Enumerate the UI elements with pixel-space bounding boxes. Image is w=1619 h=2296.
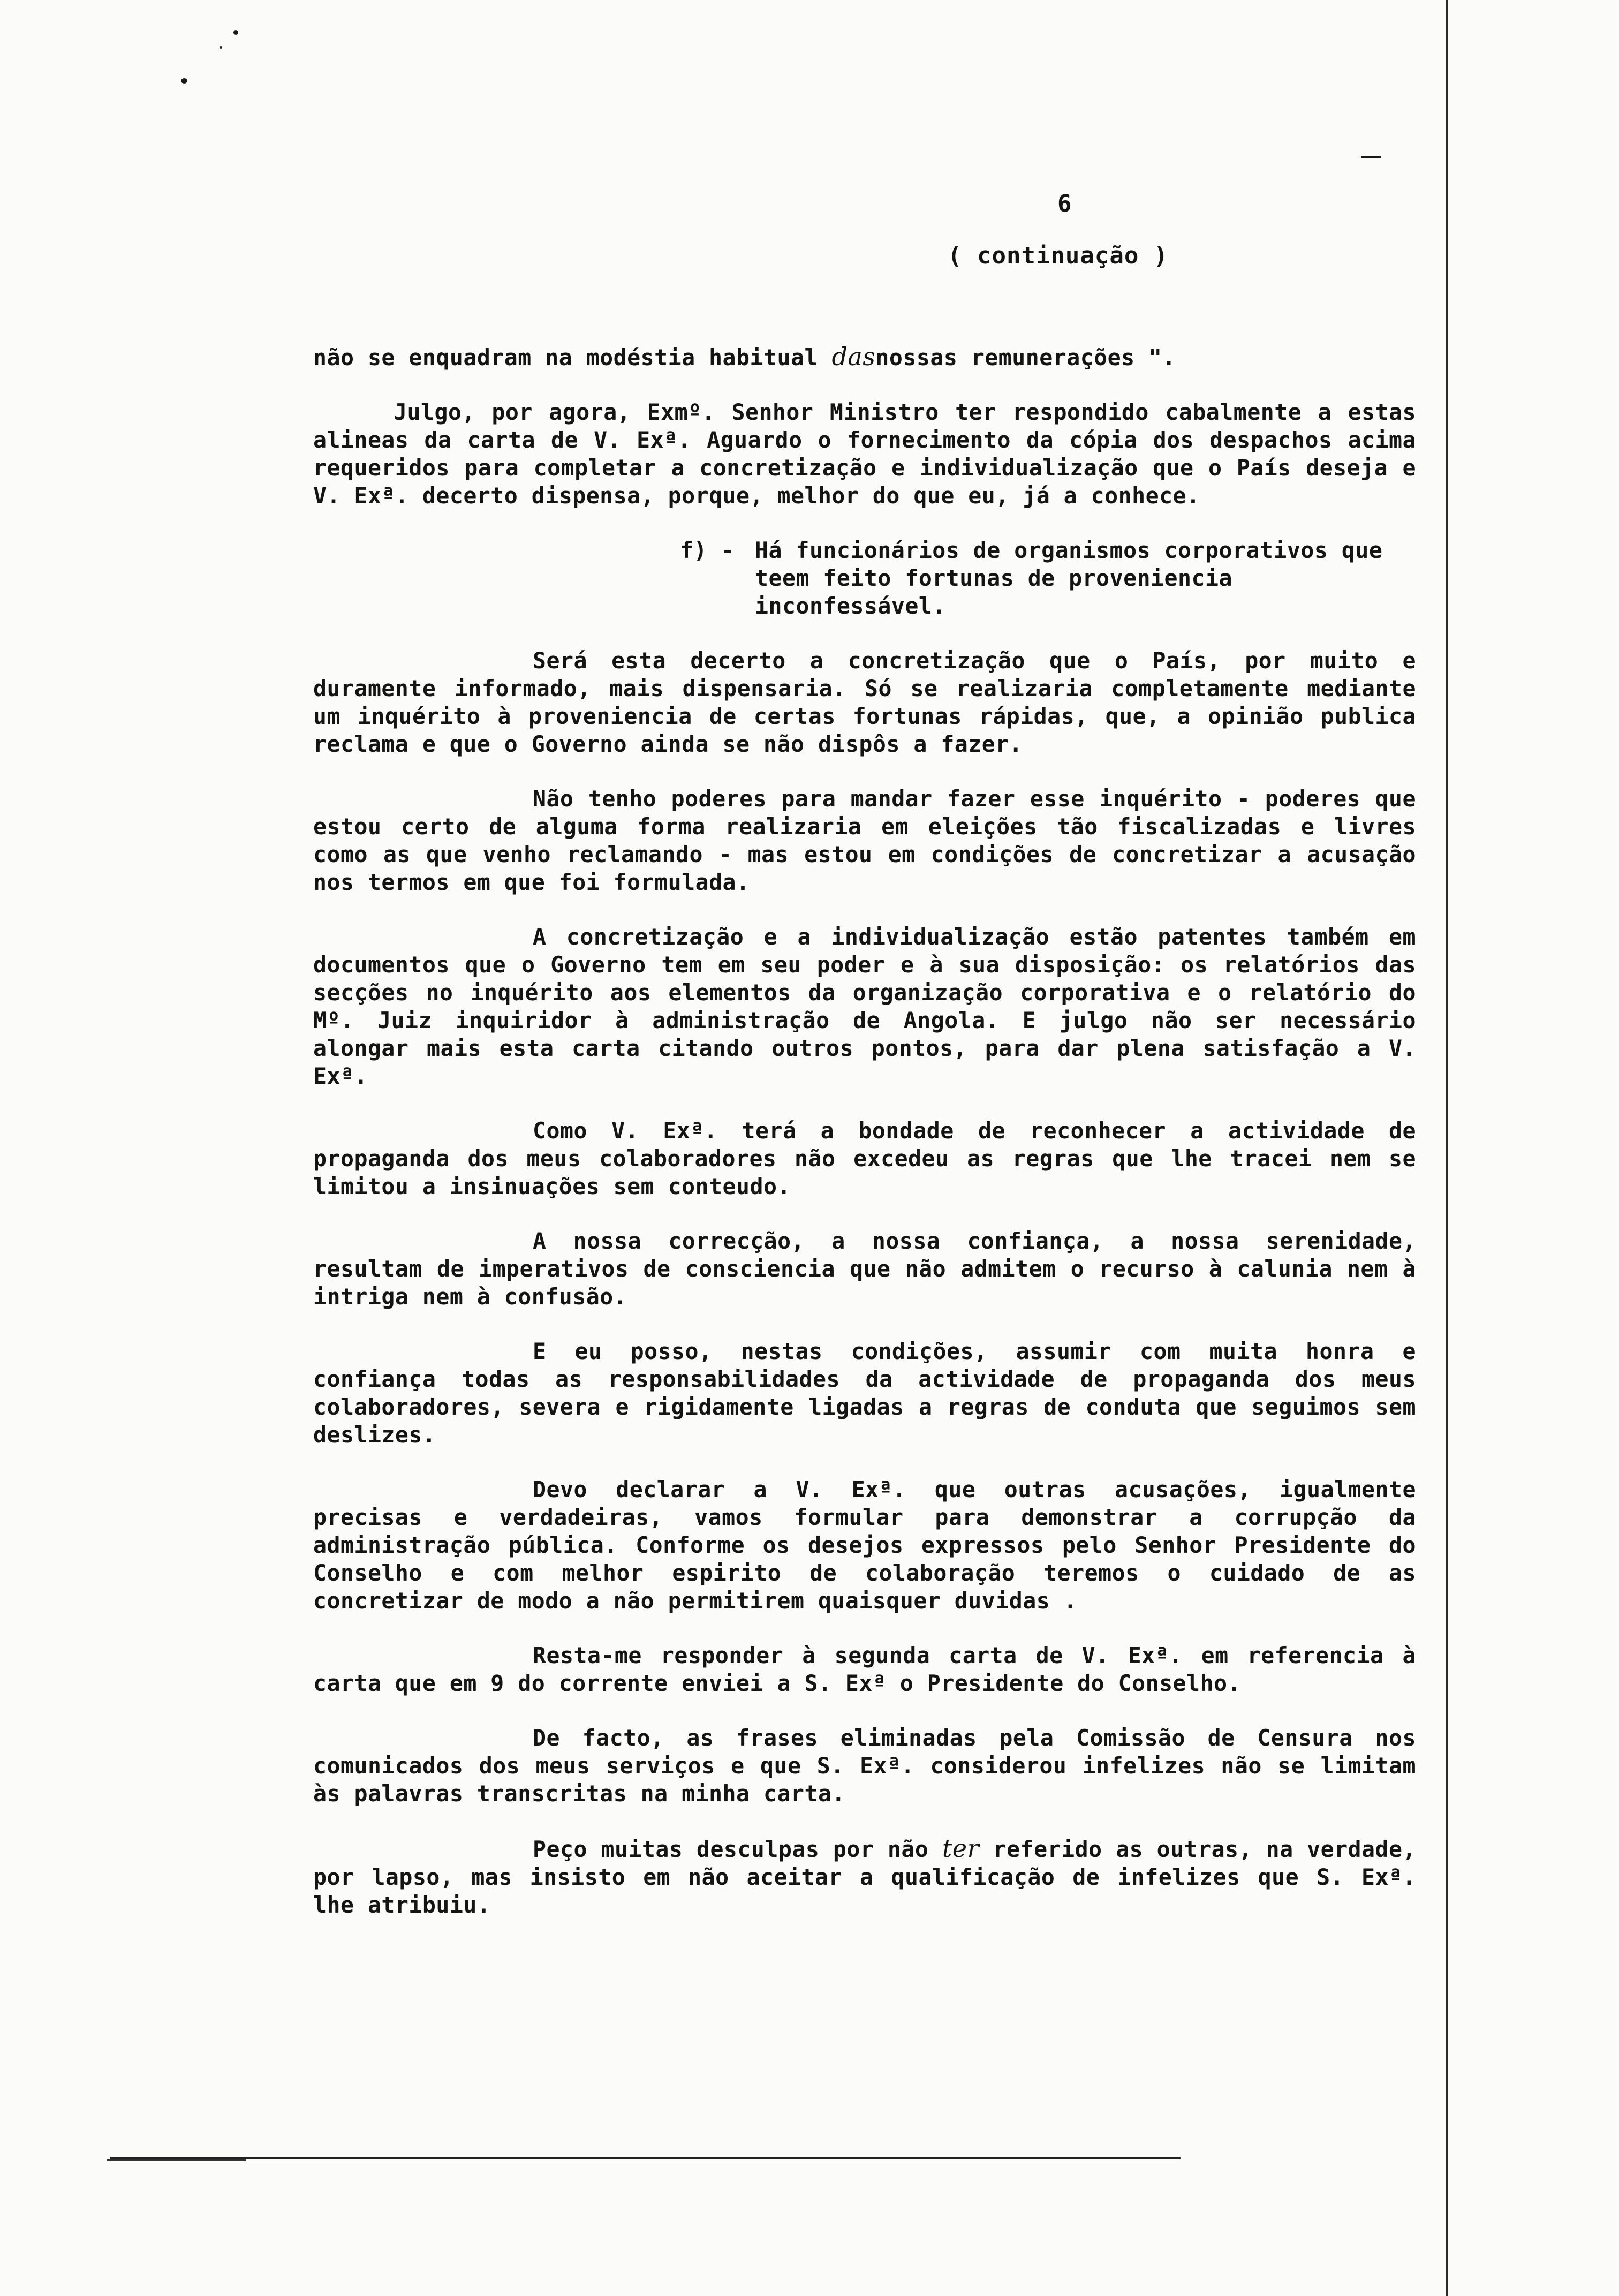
bottom-rule bbox=[110, 2157, 1181, 2159]
paragraph-text: Peço muitas desculpas por não bbox=[533, 1836, 942, 1862]
paragraph: E eu posso, nestas condições, assumir com muita honra e confiança todas as responsabilidades da actividade de propaganda dos meus colaboradores, severa e rigidamente ligadas a regras de conduta que seguimos sem deslizes. bbox=[313, 1338, 1416, 1448]
paragraph: Julgo, por agora, Exmº. Senhor Ministro ter respondido cabalmente a estas alineas da carta de V. Exª. Aguardo o fornecimento da cópia dos despachos acima requeridos para completar a concretização e individualização que o País deseja e V. Exª. decerto dispensa, porque, melhor do que eu, já a conhece. bbox=[313, 399, 1416, 509]
page-number: 6 bbox=[1057, 190, 1072, 217]
list-item-text: Há funcionários de organismos corporativos que teem feito fortunas de proveniencia inconfessável. bbox=[755, 537, 1383, 619]
paragraph: De facto, as frases eliminadas pela Comissão de Censura nos comunicados dos meus serviços e que S. Exª. considerou infelizes não se limitam às palavras transcritas na minha carta. bbox=[313, 1725, 1416, 1807]
paragraph-text: nossas remunerações ". bbox=[875, 344, 1176, 371]
paragraph: Será esta decerto a concretização que o País, por muito e duramente informado, mais dispensaria. Só se realizaria completamente mediante um inquérito à proveniencia de certas fortunas rápidas, que, a opinião publica reclama e que o Governo ainda se não dispôs a fazer. bbox=[313, 647, 1416, 757]
ink-speck bbox=[220, 46, 222, 49]
list-marker: f) - bbox=[680, 537, 735, 563]
paragraph-text: não se enquadram na modéstia habitual bbox=[313, 344, 832, 371]
paragraph: Devo declarar a V. Exª. que outras acusações, igualmente precisas e verdadeiras, vamos formular para demonstrar a corrupção da administração pública. Conforme os desejos expressos pelo Senhor Presidente do Conselho e com melhor espirito de colaboração teremos o cuidado de as concretizar de modo a não permitirem quaisquer duvidas . bbox=[313, 1476, 1416, 1614]
page-edge-line bbox=[1446, 0, 1448, 2296]
list-item-f bbox=[313, 537, 1416, 620]
paragraph-final bbox=[313, 1834, 1416, 1919]
letter-body bbox=[313, 343, 1416, 1946]
ink-speck bbox=[1361, 156, 1381, 158]
paragraph-text: referido as outras, na verdade, por lapso, mas insisto em não aceitar a qualificação de infelizes que S. Exª. lhe atribuiu. bbox=[313, 1836, 1416, 1918]
paragraph: Não tenho poderes para mandar fazer esse inquérito - poderes que estou certo de alguma forma realizaria em eleições tão fiscalizadas e livres como as que venho reclamando - mas estou em condições de concretizar a acusação nos termos em que foi formulada. bbox=[313, 786, 1416, 895]
ink-speck bbox=[181, 78, 187, 84]
paragraph: Resta-me responder à segunda carta de V. Exª. em referencia à carta que em 9 do corrente enviei a S. Exª o Presidente do Conselho. bbox=[313, 1642, 1416, 1696]
handwritten-insertion: ter bbox=[942, 1834, 980, 1863]
handwritten-insertion: das bbox=[831, 342, 876, 371]
paragraph-continued bbox=[313, 343, 1416, 372]
paragraph: A concretização e a individualização estão patentes também em documentos que o Governo tem em seu poder e à sua disposição: os relatórios das secções no inquérito aos elementos da organização corporativa e o relatório do Mº. Juiz inquiridor à administração de Angola. E julgo não ser necessário alongar mais esta carta citando outros pontos, para dar plena satisfação a V. Exª. bbox=[313, 924, 1416, 1089]
paragraph: Como V. Exª. terá a bondade de reconhecer a actividade de propaganda dos meus colaboradores não excedeu as regras que lhe tracei nem se limitou a insinuações sem conteudo. bbox=[313, 1117, 1416, 1199]
continuation-label: ( continuação ) bbox=[948, 242, 1169, 269]
paragraph: A nossa correcção, a nossa confiança, a nossa serenidade, resultam de imperativos de consciencia que não admitem o recurso à calunia nem à intriga nem à confusão. bbox=[313, 1228, 1416, 1310]
bottom-rule-accent bbox=[107, 2159, 246, 2161]
ink-speck bbox=[233, 30, 238, 35]
